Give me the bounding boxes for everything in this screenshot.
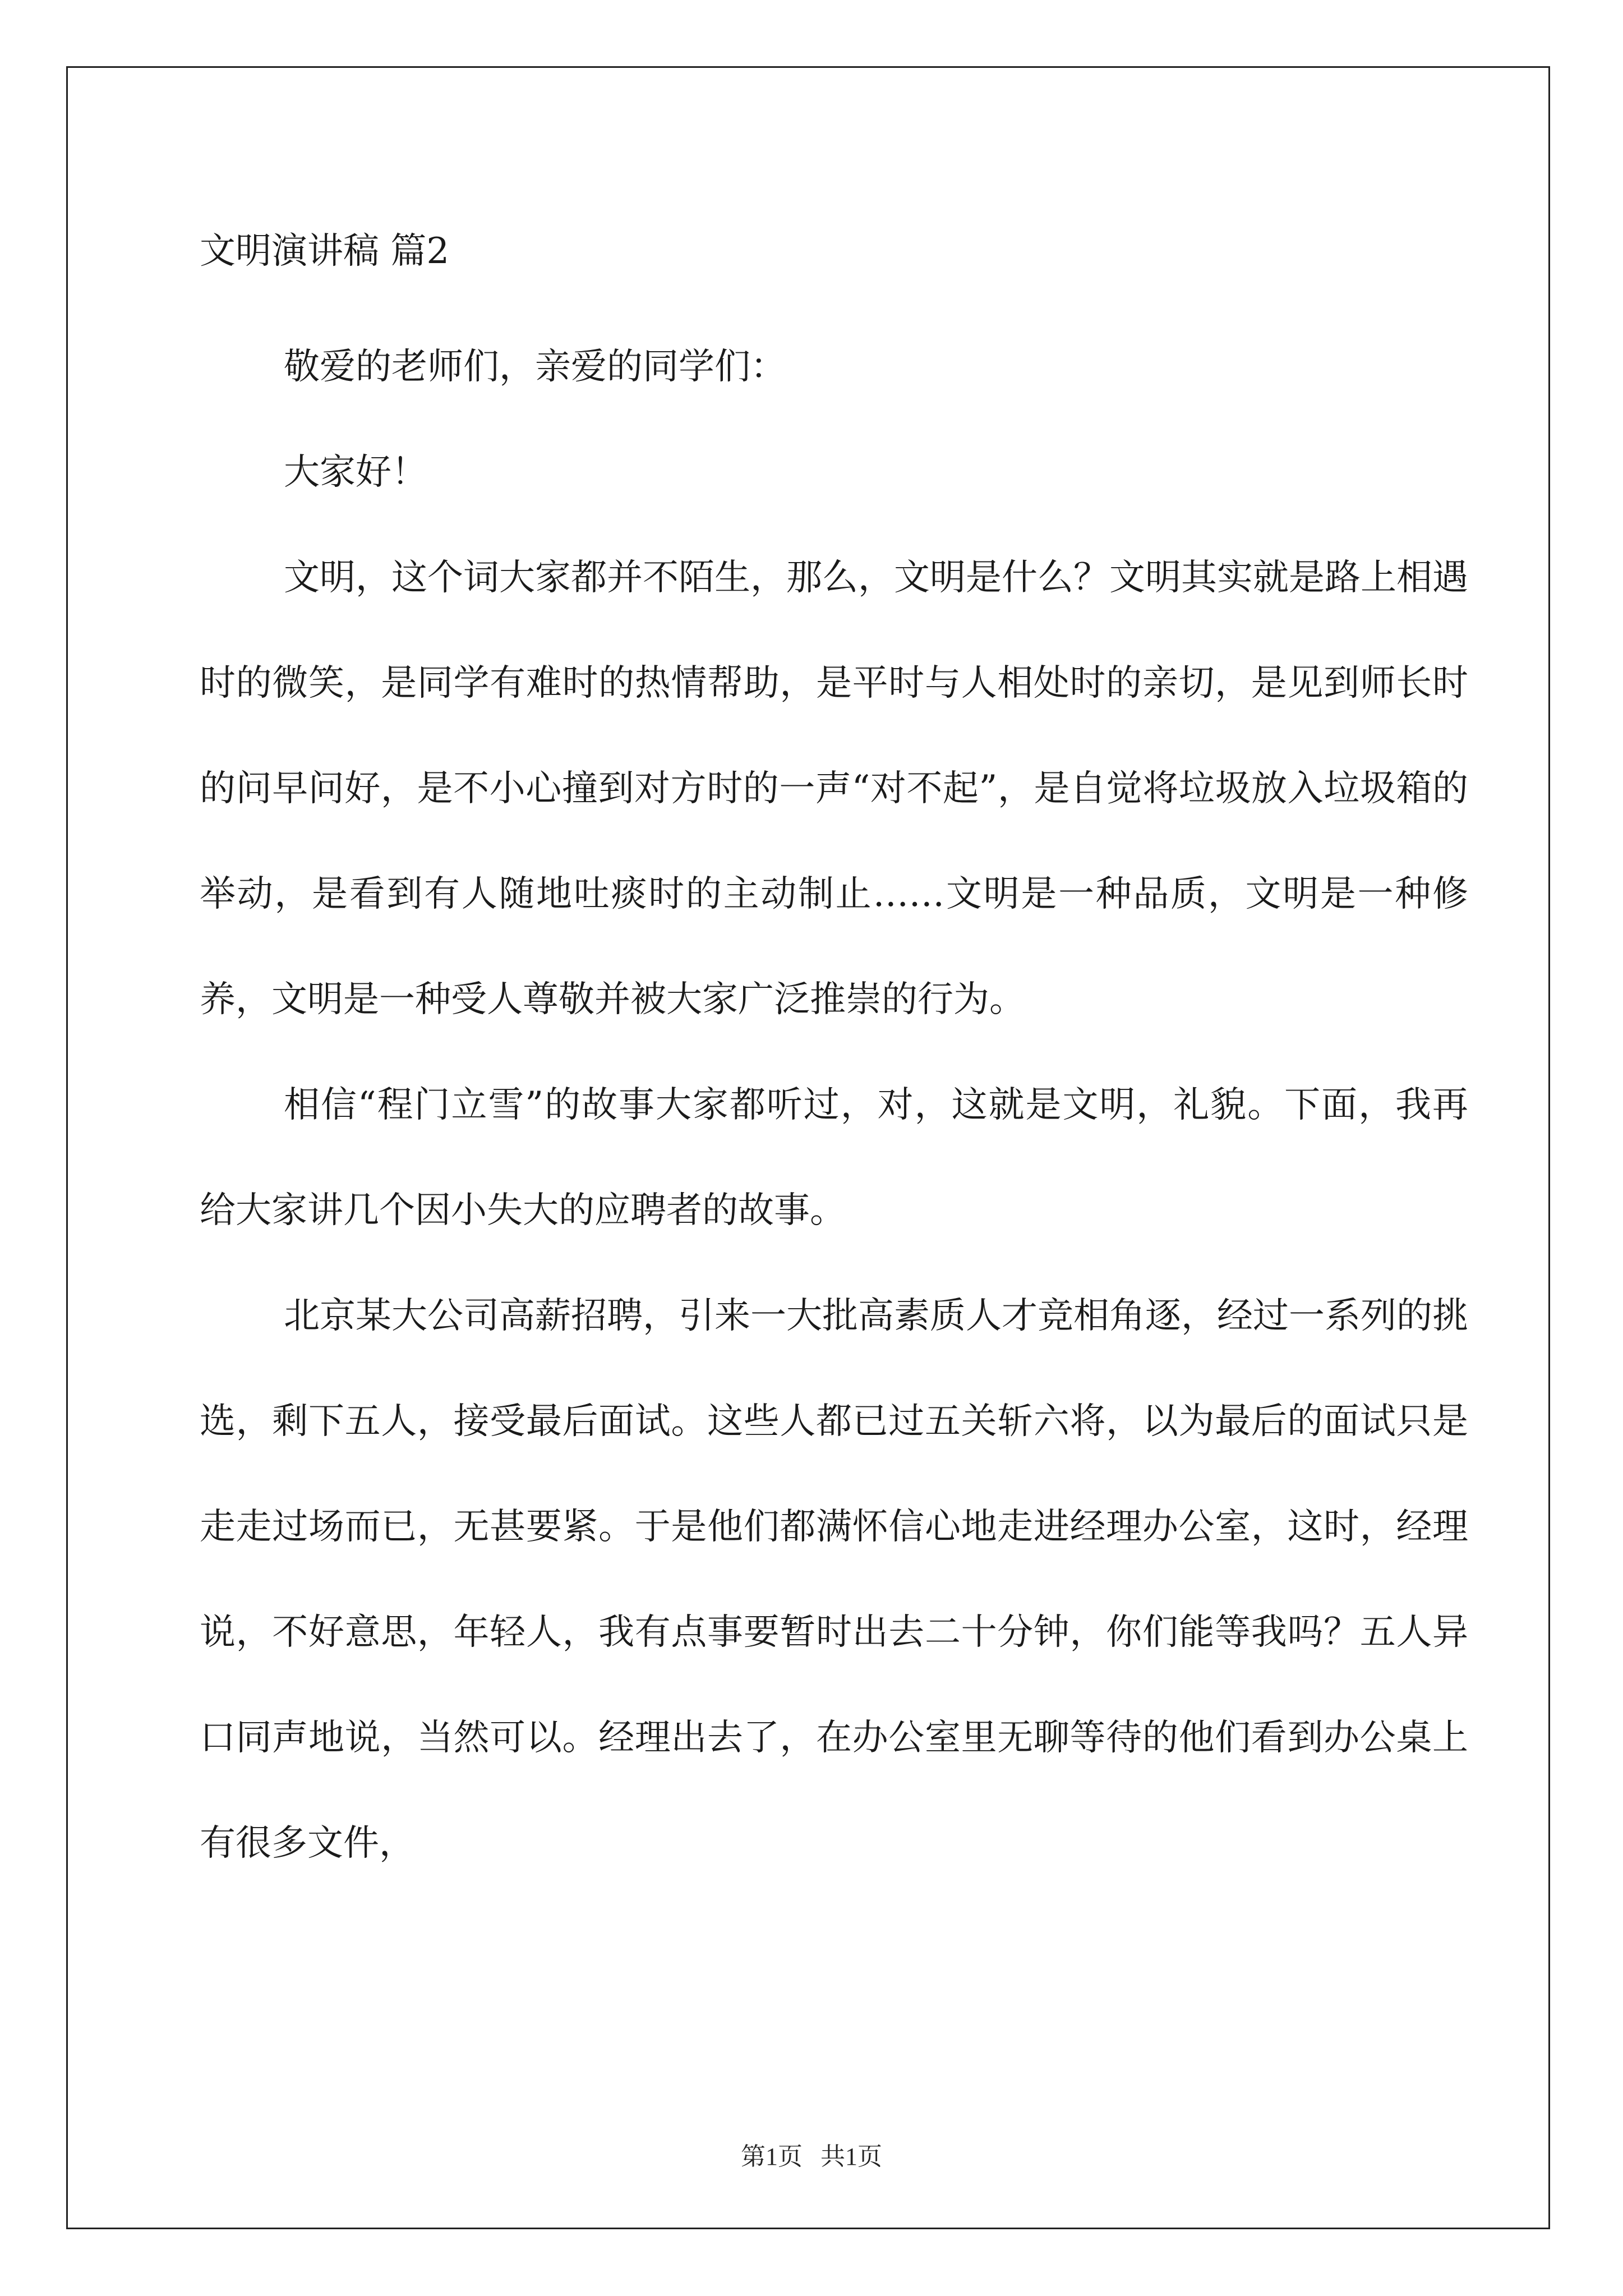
page-number: 第1页: [741, 2143, 803, 2170]
paragraph-greeting: 大家好！: [284, 452, 427, 493]
paragraph-story: 北京某大公司高薪招聘，引来一大批高素质人才竞相角逐，经过一系列的挑选，剩下五人，接受最后面试。这些人都已过五关斩六将，以为最后的面试只是走走过场而已，无甚要紧。于是他们都满怀信心地走进经理办公室，这时，经理说，不好意思，年轻人，我有点事要暂时出去二十分钟，你们能等我吗？五人异口同声地说，当然可以。经理出去了，在办公室里无聊等待的他们看到办公桌上有很多文件，: [200, 1295, 1468, 1864]
page-total: 共1页: [820, 2143, 882, 2170]
page-footer: [0, 2136, 1623, 2172]
paragraph-civilization: 文明，这个词大家都并不陌生，那么，文明是什么？文明其实就是路上相遇时的微笑，是同学有难时的热情帮助，是平时与人相处时的亲切，是见到师长时的问早问好，是不小心撞到对方时的一声“对不起”，是自觉将垃圾放入垃圾箱的举动，是看到有人随地吐痰时的主动制止……文明是一种品质，文明是一种修养，文明是一种受人尊敬并被大家广泛推崇的行为。: [200, 557, 1468, 1020]
paragraph-story-intro: 相信“程门立雪”的故事大家都听过，对，这就是文明，礼貌。下面，我再给大家讲几个因小失大的应聘者的故事。: [200, 1084, 1468, 1231]
document-body: [200, 212, 1468, 1896]
paragraph-salutation: 敬爱的老师们，亲爱的同学们：: [284, 346, 786, 388]
document-title: 文明演讲稿 篇2: [200, 231, 450, 272]
